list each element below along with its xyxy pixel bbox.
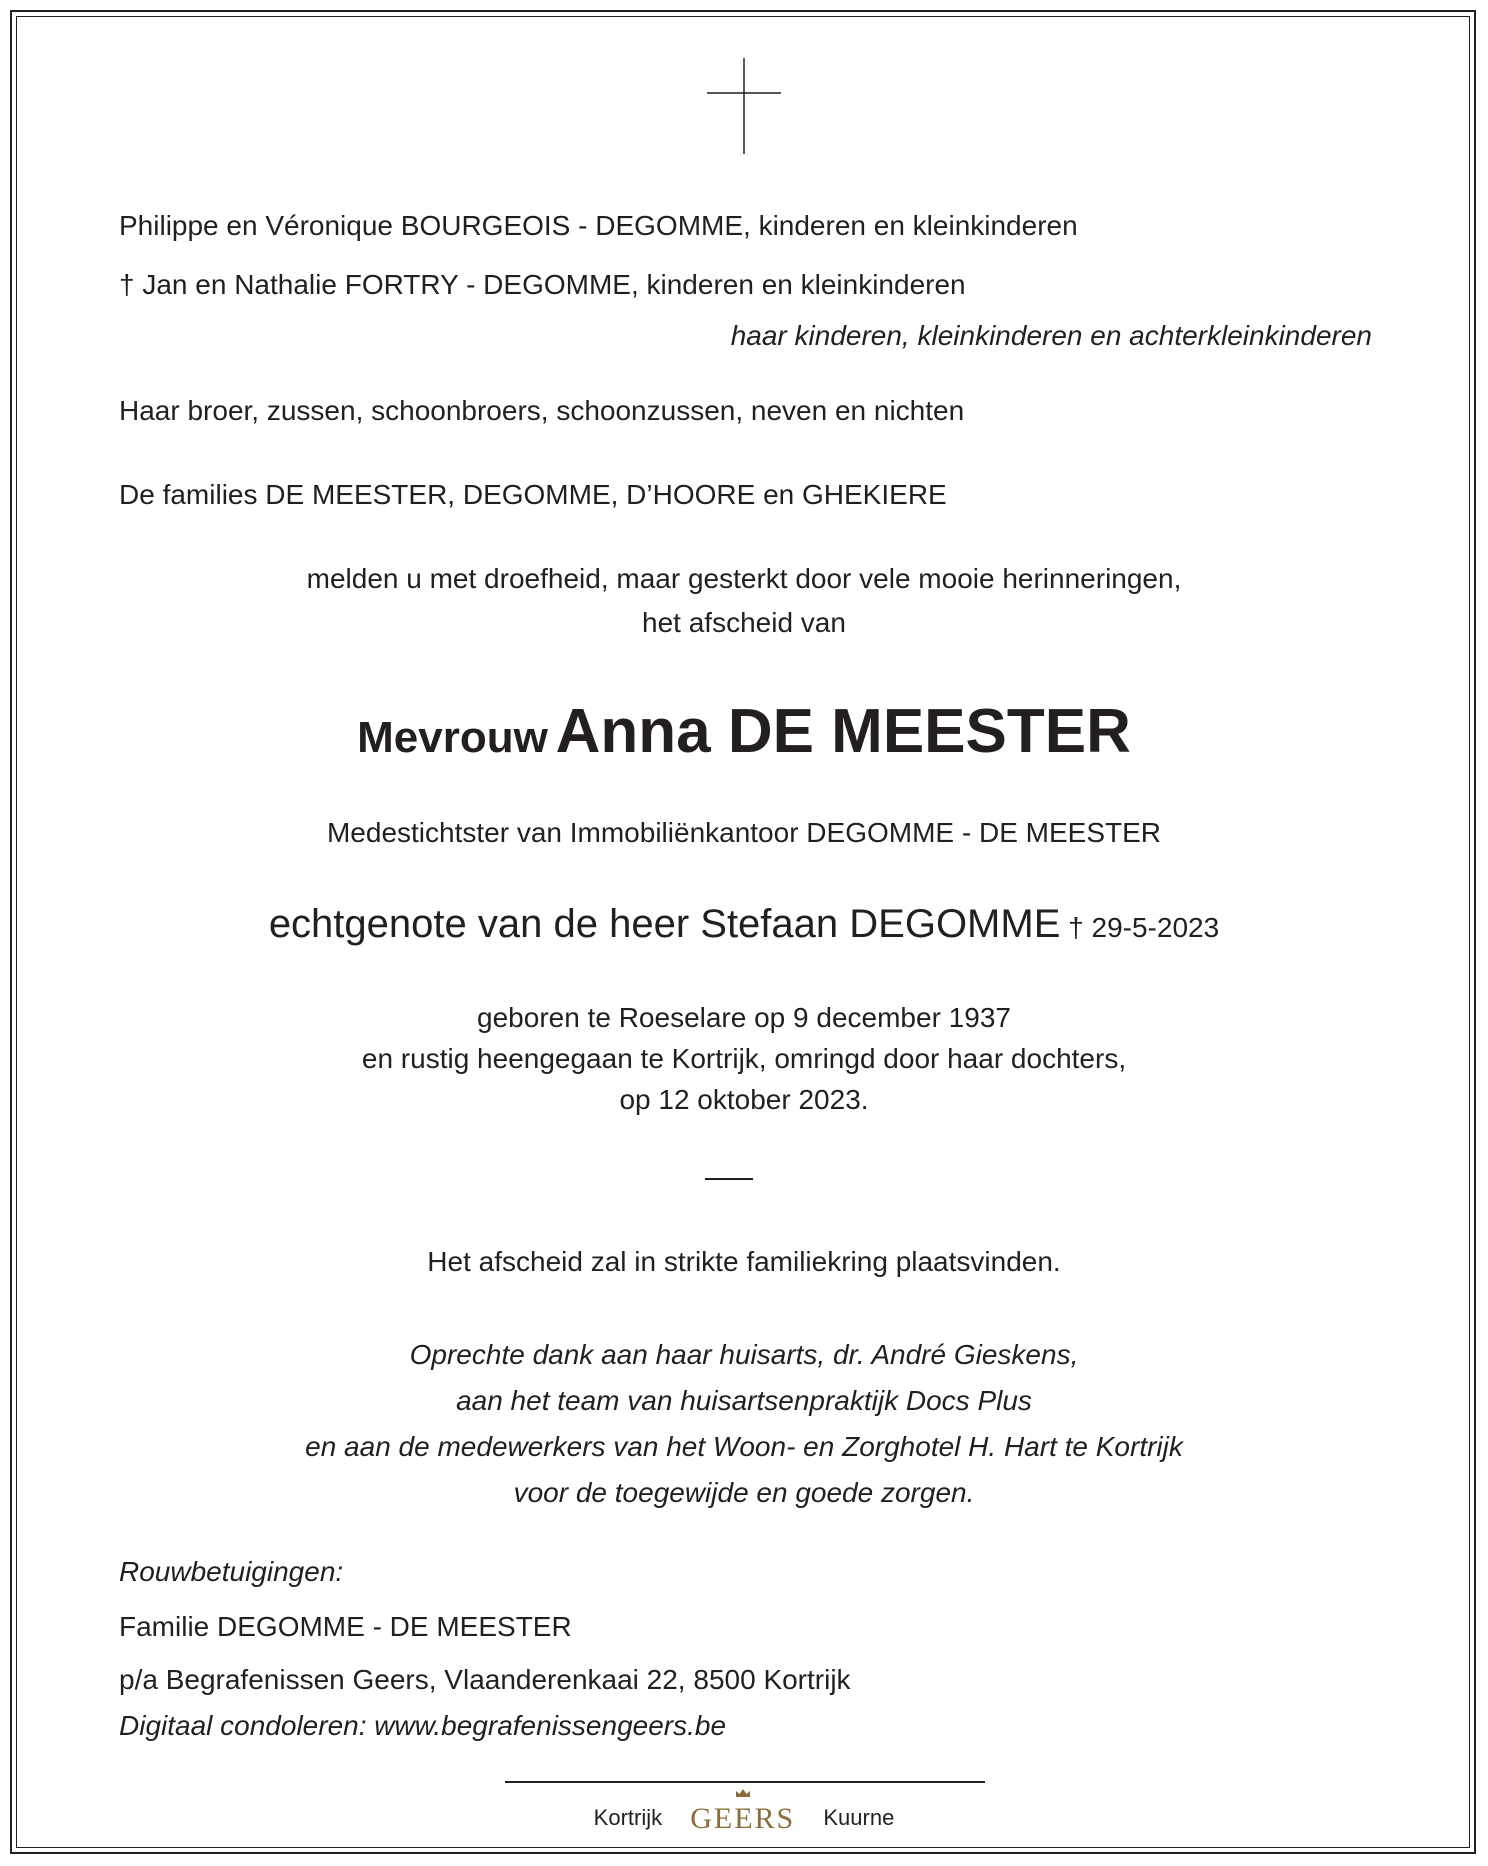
announcement-line-2: het afscheid van — [642, 607, 846, 638]
death-line-1: en rustig heengegaan te Kortrijk, omringd door haar dochters, — [361, 1043, 1127, 1074]
spouse-name: echtgenote van de heer Stefaan DEGOMME — [268, 902, 1061, 946]
condolences-address: p/a Begrafenissen Geers, Vlaanderenkaai 22, 8500 Kortrijk — [119, 1664, 851, 1695]
family-line-2: † Jan en Nathalie FORTRY - DEGOMME, kinderen en kleinkinderen — [119, 269, 966, 300]
spouse-line — [0, 898, 1488, 954]
footer-right-city: Kuurne — [823, 1805, 895, 1831]
thanks-line-3: en aan de medewerkers van het Woon- en Zorghotel H. Hart te Kortrijk — [305, 1431, 1183, 1462]
birth-line: geboren te Roeselare op 9 december 1937 — [477, 1002, 1011, 1033]
brand-name: GEERS — [690, 1802, 796, 1836]
spouse-death-date: † 29-5-2023 — [1068, 912, 1220, 943]
deceased-role: Medestichtster van Immobiliënkantoor DEGOMME - DE MEESTER — [326, 817, 1161, 848]
separator-short — [705, 1178, 753, 1180]
crown-icon — [735, 1788, 751, 1798]
footer — [0, 1802, 1488, 1834]
death-line-2: op 12 oktober 2023. — [619, 1084, 869, 1115]
deceased-name: Anna DE MEESTER — [555, 697, 1131, 766]
condolences-name: Familie DEGOMME - DE MEESTER — [119, 1611, 572, 1642]
thanks-line-2: aan het team van huisartsenpraktijk Docs Plus — [456, 1385, 1032, 1416]
footer-rule — [505, 1781, 985, 1783]
thanks-line-1: Oprechte dank aan haar huisarts, dr. André Gieskens, — [409, 1339, 1079, 1370]
announcement-line-1: melden u met droefheid, maar gesterkt door vele mooie herinneringen, — [306, 563, 1182, 594]
deceased-title: Mevrouw — [357, 713, 548, 762]
condolences-heading: Rouwbetuigingen: — [119, 1556, 344, 1587]
deceased-name-heading — [0, 690, 1488, 785]
family-line-1: Philippe en Véronique BOURGEOIS - DEGOMME, kinderen en kleinkinderen — [119, 210, 1078, 241]
family-line-4: De families DE MEESTER, DEGOMME, D’HOORE en GHEKIERE — [119, 479, 947, 510]
cross-icon — [707, 58, 781, 154]
condolences-online[interactable]: Digitaal condoleren: www.begrafenissengeers.be — [119, 1710, 727, 1741]
family-line-3: Haar broer, zussen, schoonbroers, schoonzussen, neven en nichten — [119, 395, 965, 426]
family-line-2-note: haar kinderen, kleinkinderen en achterkleinkinderen — [730, 320, 1372, 351]
footer-left-city: Kortrijk — [593, 1805, 663, 1831]
geers-logo — [690, 1802, 795, 1834]
farewell-text: Het afscheid zal in strikte familiekring plaatsvinden. — [427, 1246, 1061, 1277]
thanks-line-4: voor de toegewijde en goede zorgen. — [513, 1477, 975, 1508]
